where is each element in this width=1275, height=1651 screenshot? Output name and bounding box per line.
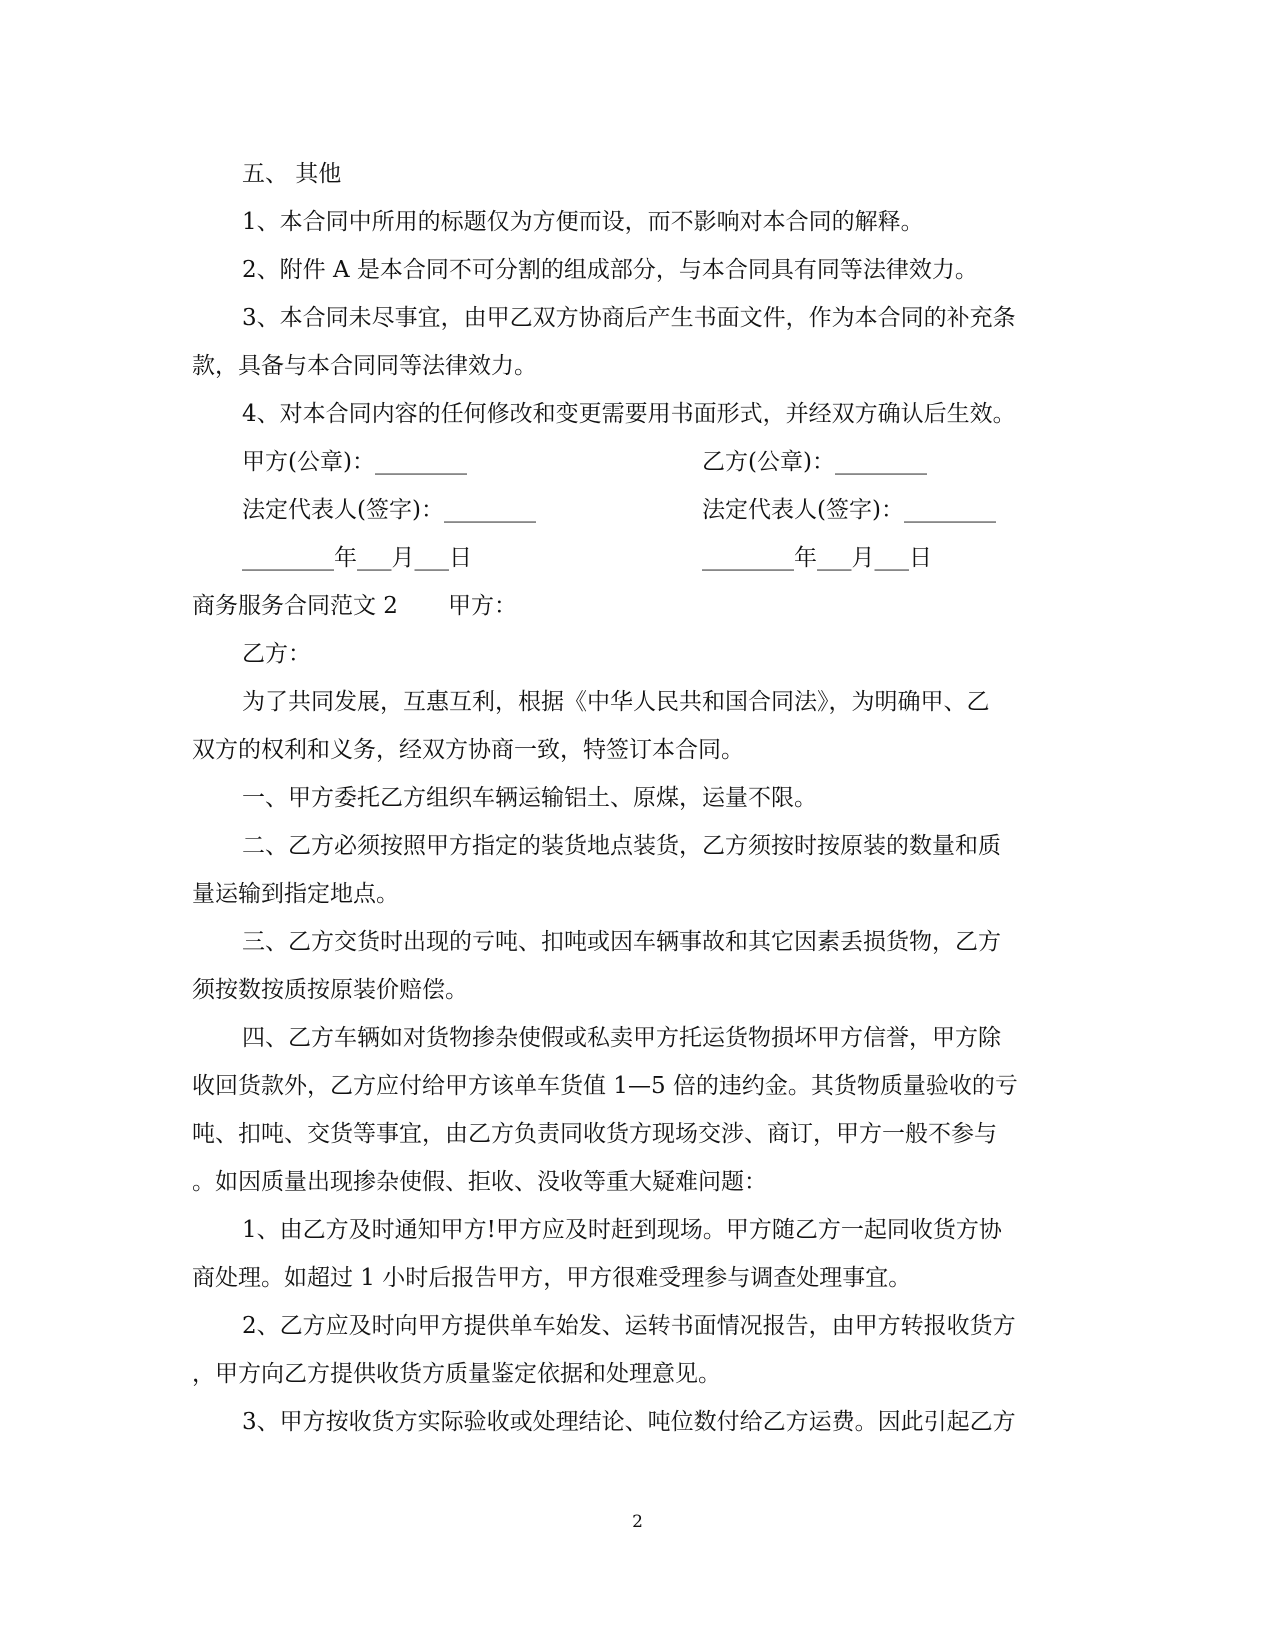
paragraph-line: 2、附件 A 是本合同不可分割的组成部分，与本合同具有同等法律效力。	[242, 257, 978, 283]
party-a-representative: 法定代表人(签字)：________	[242, 497, 536, 523]
section-heading: 五、 其他	[242, 161, 342, 187]
party-b-representative: 法定代表人(签字)：________	[702, 497, 996, 523]
party-b-date: ________年___月___日	[702, 545, 932, 571]
paragraph-line: 3、本合同未尽事宜，由甲乙双方协商后产生书面文件，作为本合同的补充条	[242, 305, 1016, 331]
paragraph-line: 款，具备与本合同同等法律效力。	[192, 353, 537, 379]
paragraph-line: 。如因质量出现掺杂使假、拒收、没收等重大疑难问题：	[192, 1169, 767, 1195]
signature-row-representative	[192, 486, 1082, 534]
paragraph-line: 收回货款外，乙方应付给甲方该单车货值 1—5 倍的违约金。其货物质量验收的亏	[192, 1073, 1018, 1099]
signature-row-date	[192, 534, 1082, 582]
party-a-seal: 甲方(公章)：________	[242, 449, 467, 475]
paragraph-line: 一、甲方委托乙方组织车辆运输铝土、原煤，运量不限。	[242, 785, 817, 811]
paragraph-line: 商处理。如超过 1 小时后报告甲方，甲方很难受理参与调查处理事宜。	[192, 1265, 912, 1291]
paragraph-line: 4、对本合同内容的任何修改和变更需要用书面形式，并经双方确认后生效。	[242, 401, 1016, 427]
paragraph-line: 须按数按质按原装价赔偿。	[192, 977, 468, 1003]
paragraph-line: 为了共同发展，互惠互利，根据《中华人民共和国合同法》，为明确甲、乙	[242, 689, 990, 715]
paragraph-line: 3、甲方按收货方实际验收或处理结论、吨位数付给乙方运费。因此引起乙方	[242, 1409, 1016, 1435]
party-b-label: 乙方：	[242, 641, 311, 667]
paragraph-line: 2、乙方应及时向甲方提供单车始发、运转书面情况报告，由甲方转报收货方	[242, 1313, 1016, 1339]
paragraph-line: 双方的权利和义务，经双方协商一致，特签订本合同。	[192, 737, 744, 763]
document-body	[192, 150, 1082, 1446]
paragraph-line: 三、乙方交货时出现的亏吨、扣吨或因车辆事故和其它因素丢损货物，乙方	[242, 929, 1001, 955]
page-number: 2	[632, 1512, 643, 1532]
paragraph-line: 吨、扣吨、交货等事宜，由乙方负责同收货方现场交涉、商订，甲方一般不参与	[192, 1121, 997, 1147]
signature-row-seal	[192, 438, 1082, 486]
paragraph-line: ，甲方向乙方提供收货方质量鉴定依据和处理意见。	[192, 1361, 721, 1387]
party-a-label: 甲方：	[447, 593, 517, 619]
paragraph-line: 1、由乙方及时通知甲方!甲方应及时赶到现场。甲方随乙方一起同收货方协	[242, 1217, 1002, 1243]
paragraph-line: 四、乙方车辆如对货物掺杂使假或私卖甲方托运货物损坏甲方信誉，甲方除	[242, 1025, 1001, 1051]
contract-title: 商务服务合同范文 2	[192, 593, 398, 619]
party-a-date: ________年___月___日	[242, 545, 472, 571]
party-b-seal: 乙方(公章)：________	[702, 449, 927, 475]
paragraph-line: 1、本合同中所用的标题仅为方便而设，而不影响对本合同的解释。	[242, 209, 924, 235]
paragraph-line: 二、乙方必须按照甲方指定的装货地点装货，乙方须按时按原装的数量和质	[242, 833, 1001, 859]
paragraph-line: 量运输到指定地点。	[192, 881, 399, 907]
contract-title-row	[192, 582, 1082, 630]
